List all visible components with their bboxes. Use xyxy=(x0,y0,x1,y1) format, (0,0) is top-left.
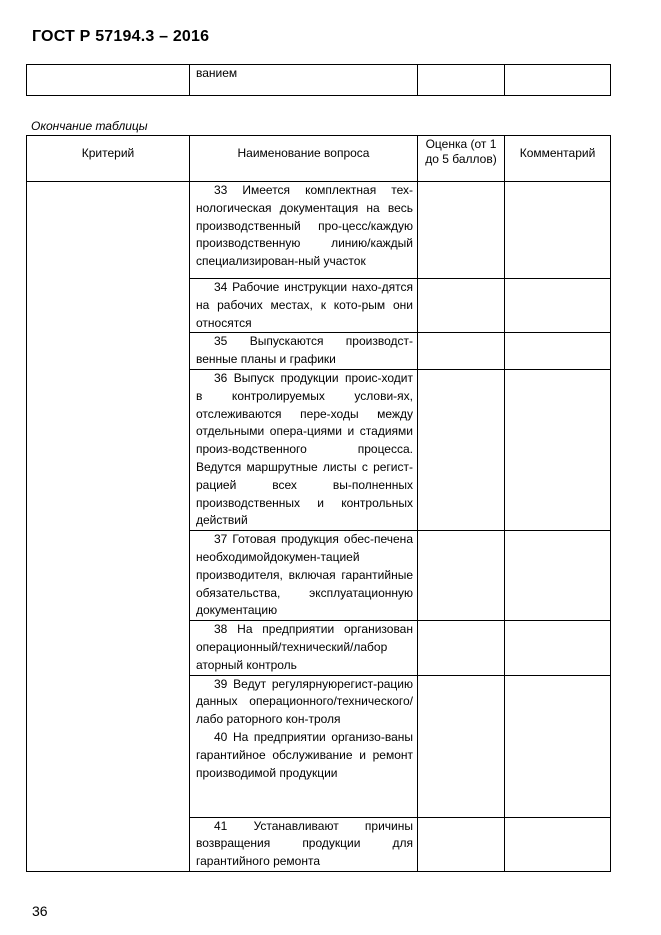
comment-cell xyxy=(505,621,611,675)
question-cell: 34 Рабочие инструкции нахо-дятся на рабочих местах, к кото-рым они относятся xyxy=(190,279,418,333)
score-cell xyxy=(418,65,505,96)
question-cell: 39 Ведут регулярнуюрегист-рацию данных операционного/технического/лабо раторного кон-троля 40 На предприятии организо-ваны гарантийное обслуживание и ремонт производимой продукции xyxy=(190,675,418,817)
question-cell: 33 Имеется комплектная тех-нологическая документация на весь производственный про-цесс/каждую производственную линию/каждый специализирован-ный участок xyxy=(190,182,418,279)
page-number: 36 xyxy=(32,903,48,919)
score-cell xyxy=(418,817,505,871)
comment-cell xyxy=(505,675,611,817)
score-cell xyxy=(418,182,505,279)
question-cell xyxy=(190,65,418,96)
score-cell xyxy=(418,279,505,333)
column-header-score: Оценка (от 1 до 5 баллов) xyxy=(418,136,505,182)
criterion-cell xyxy=(27,65,190,96)
comment-cell xyxy=(505,182,611,279)
evaluation-table xyxy=(26,135,611,872)
question-cell: 38 На предприятии организован операционный/технический/лабор аторный контроль xyxy=(190,621,418,675)
column-header-comment: Комментарий xyxy=(505,136,611,182)
score-cell xyxy=(418,621,505,675)
table-caption: Окончание таблицы xyxy=(31,119,148,133)
comment-cell xyxy=(505,817,611,871)
score-cell xyxy=(418,369,505,530)
question-tail-text: ванием xyxy=(196,66,238,80)
score-cell xyxy=(418,531,505,621)
score-cell xyxy=(418,333,505,370)
criterion-cell xyxy=(27,182,190,872)
question-cell: 36 Выпуск продукции проис-ходит в контролируемых услови-ях, отслеживаются пере-ходы между отдельными опера-циями и стадиями произ-водственного процесса. Ведутся маршрутные листы с регист-рацией всех вы-полненных производственных и контрольных действий xyxy=(190,369,418,530)
comment-cell xyxy=(505,279,611,333)
comment-cell xyxy=(505,369,611,530)
question-cell: 35 Выпускаются производст-венные планы и графики xyxy=(190,333,418,370)
question-cell: 37 Готовая продукция обес-печена необходимойдокумен-тацией производителя, включая гарантийные обязательства, эксплуатационную документацию xyxy=(190,531,418,621)
column-header-question: Наименование вопроса xyxy=(190,136,418,182)
table-row xyxy=(27,182,611,279)
document-code: ГОСТ Р 57194.3 – 2016 xyxy=(32,28,210,45)
continued-table-row xyxy=(26,64,611,96)
comment-cell xyxy=(505,65,611,96)
comment-cell xyxy=(505,333,611,370)
score-cell xyxy=(418,675,505,817)
column-header-criterion: Критерий xyxy=(27,136,190,182)
comment-cell xyxy=(505,531,611,621)
question-cell: 41 Устанавливают причины возвращения продукции для гарантийного ремонта xyxy=(190,817,418,871)
